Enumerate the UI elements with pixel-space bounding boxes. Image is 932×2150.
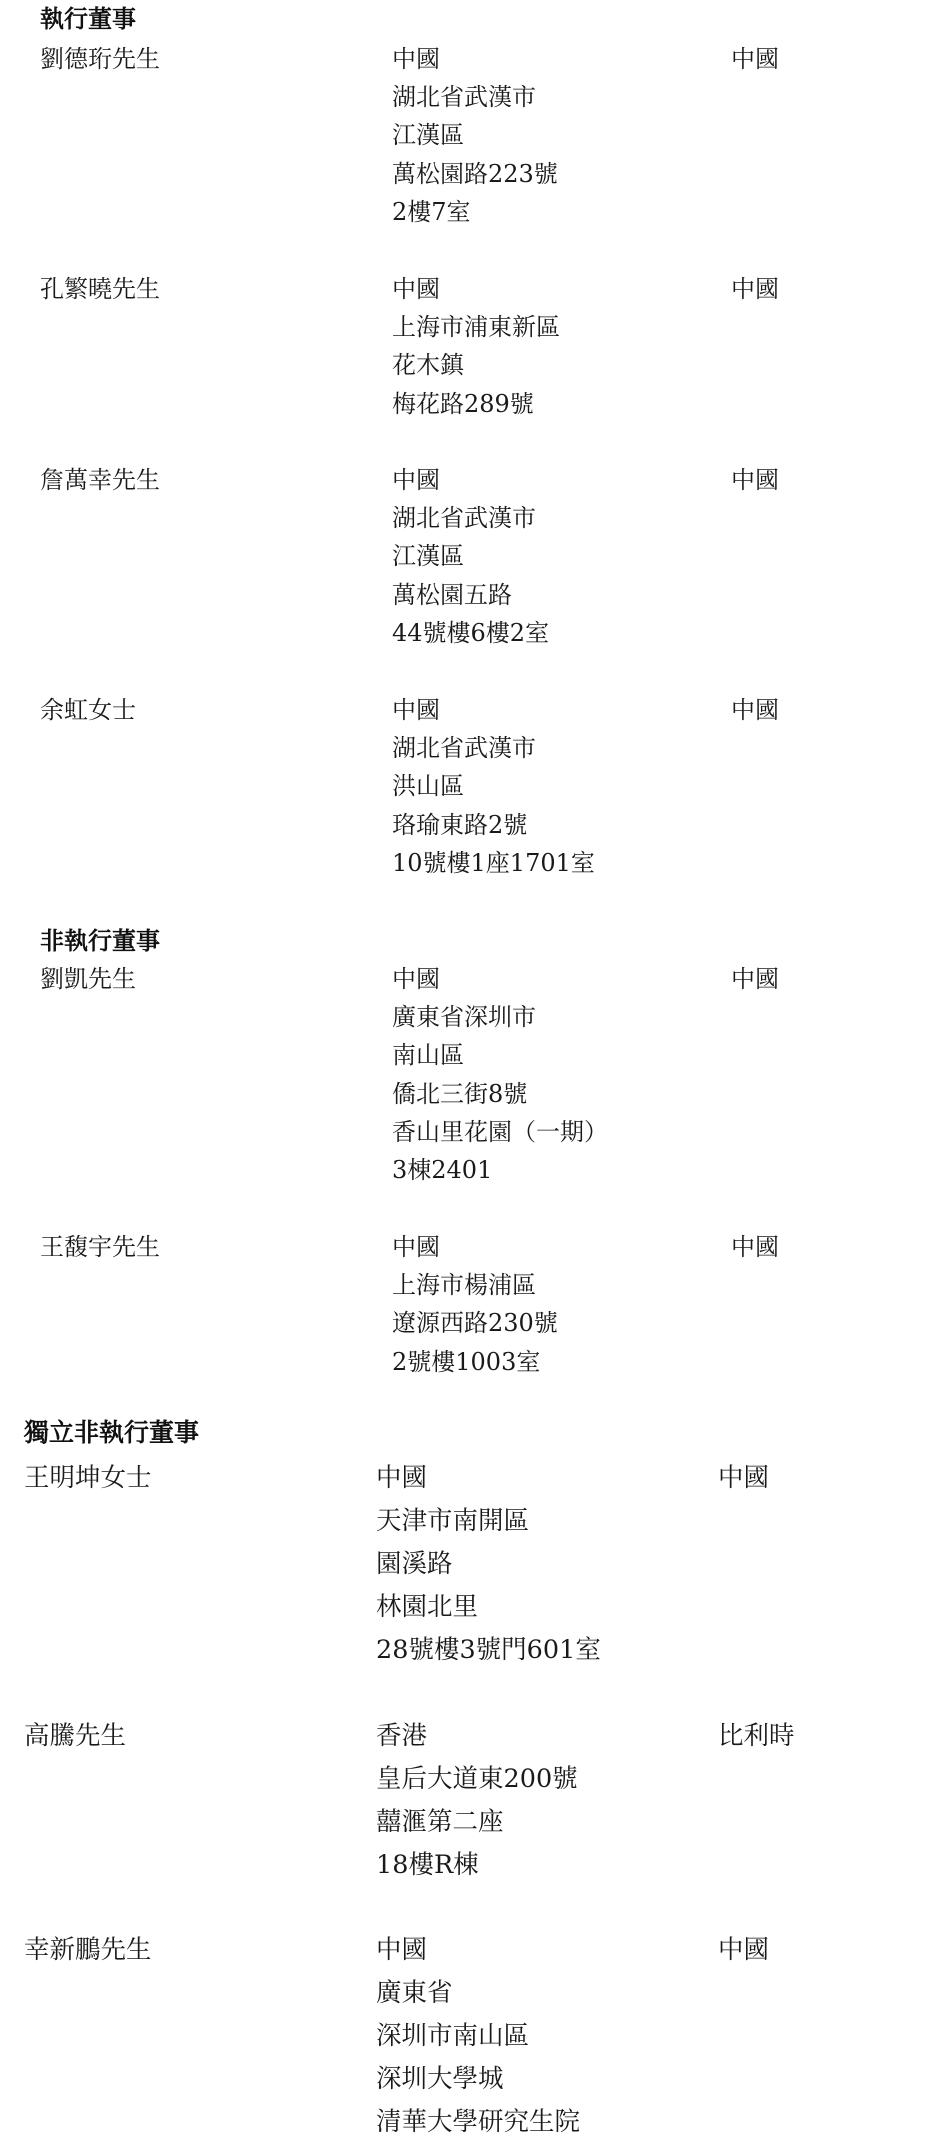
director-nationality: 中國 — [731, 275, 779, 303]
director-name: 劉凱先生 — [40, 965, 136, 993]
address-line: 珞瑜東路2號 — [392, 810, 528, 839]
address-line: 南山區 — [392, 1041, 464, 1070]
address-line: 僑北三街8號 — [392, 1079, 528, 1108]
address-line: 香山里花園（一期） — [392, 1117, 608, 1146]
section-heading-independent: 獨立非執行董事 — [24, 1418, 200, 1447]
address-line: 湖北省武漢市 — [392, 83, 536, 112]
address-line: 囍滙第二座 — [376, 1807, 504, 1837]
director-address — [392, 960, 608, 1189]
director-name: 詹萬幸先生 — [40, 466, 160, 494]
director-nationality: 比利時 — [718, 1721, 795, 1751]
address-line: 2號樓1003室 — [392, 1347, 541, 1376]
address-line: 中國 — [392, 466, 440, 494]
director-name: 余虹女士 — [40, 696, 136, 724]
director-address — [392, 40, 558, 231]
address-line: 深圳市南山區 — [376, 2021, 530, 2051]
address-line: 中國 — [376, 1463, 428, 1493]
address-line: 中國 — [376, 1935, 428, 1965]
address-line: 上海市浦東新區 — [392, 313, 560, 342]
director-address — [376, 1929, 580, 2144]
director-nationality: 中國 — [731, 965, 779, 993]
address-line: 天津市南開區 — [376, 1506, 530, 1536]
section-heading-non-executive: 非執行董事 — [40, 927, 160, 955]
director-nationality: 中國 — [731, 45, 779, 73]
director-nationality: 中國 — [718, 1463, 770, 1493]
address-line: 湖北省武漢市 — [392, 734, 536, 763]
director-name: 高騰先生 — [24, 1721, 127, 1751]
director-name: 王馥宇先生 — [40, 1233, 160, 1261]
address-line: 深圳大學城 — [376, 2064, 504, 2094]
address-line: 2樓7室 — [392, 197, 471, 226]
director-name: 幸新鵬先生 — [24, 1935, 152, 1965]
director-name: 王明坤女士 — [24, 1463, 152, 1493]
address-line: 中國 — [392, 275, 440, 303]
address-line: 萬松園路223號 — [392, 159, 558, 188]
director-name: 孔繁曉先生 — [40, 275, 160, 303]
address-line: 花木鎮 — [392, 351, 464, 380]
director-nationality: 中國 — [731, 1233, 779, 1261]
director-address — [392, 691, 595, 882]
address-line: 香港 — [376, 1721, 428, 1751]
address-line: 湖北省武漢市 — [392, 504, 536, 533]
address-line: 江漢區 — [392, 542, 464, 571]
director-nationality: 中國 — [718, 1935, 770, 1965]
address-line: 3棟2401 — [392, 1156, 493, 1185]
address-line: 江漢區 — [392, 121, 464, 150]
address-line: 44號樓6樓2室 — [392, 618, 550, 647]
address-line: 皇后大道東200號 — [376, 1764, 578, 1794]
address-line: 園溪路 — [376, 1549, 453, 1579]
director-address — [392, 461, 549, 652]
address-line: 中國 — [392, 965, 440, 993]
address-line: 18樓R棟 — [376, 1850, 479, 1880]
section-heading-executive: 執行董事 — [40, 5, 136, 33]
address-line: 遼源西路230號 — [392, 1309, 558, 1338]
director-address — [392, 270, 560, 423]
director-nationality: 中國 — [731, 466, 779, 494]
address-line: 中國 — [392, 1233, 440, 1261]
address-line: 廣東省深圳市 — [392, 1003, 536, 1032]
address-line: 28號樓3號門601室 — [376, 1635, 601, 1665]
address-line: 洪山區 — [392, 772, 464, 801]
address-line: 萬松園五路 — [392, 580, 512, 609]
director-address — [392, 1228, 558, 1381]
director-address — [376, 1457, 601, 1672]
director-nationality: 中國 — [731, 696, 779, 724]
address-line: 林園北里 — [376, 1592, 479, 1622]
address-line: 廣東省 — [376, 1978, 453, 2008]
address-line: 中國 — [392, 696, 440, 724]
director-name: 劉德珩先生 — [40, 45, 160, 73]
address-line: 清華大學研究生院 — [376, 2107, 581, 2137]
address-line: 上海市楊浦區 — [392, 1271, 536, 1300]
address-line: 10號樓1座1701室 — [392, 848, 595, 877]
address-line: 中國 — [392, 45, 440, 73]
address-line: 梅花路289號 — [392, 389, 534, 418]
director-address — [376, 1715, 578, 1887]
